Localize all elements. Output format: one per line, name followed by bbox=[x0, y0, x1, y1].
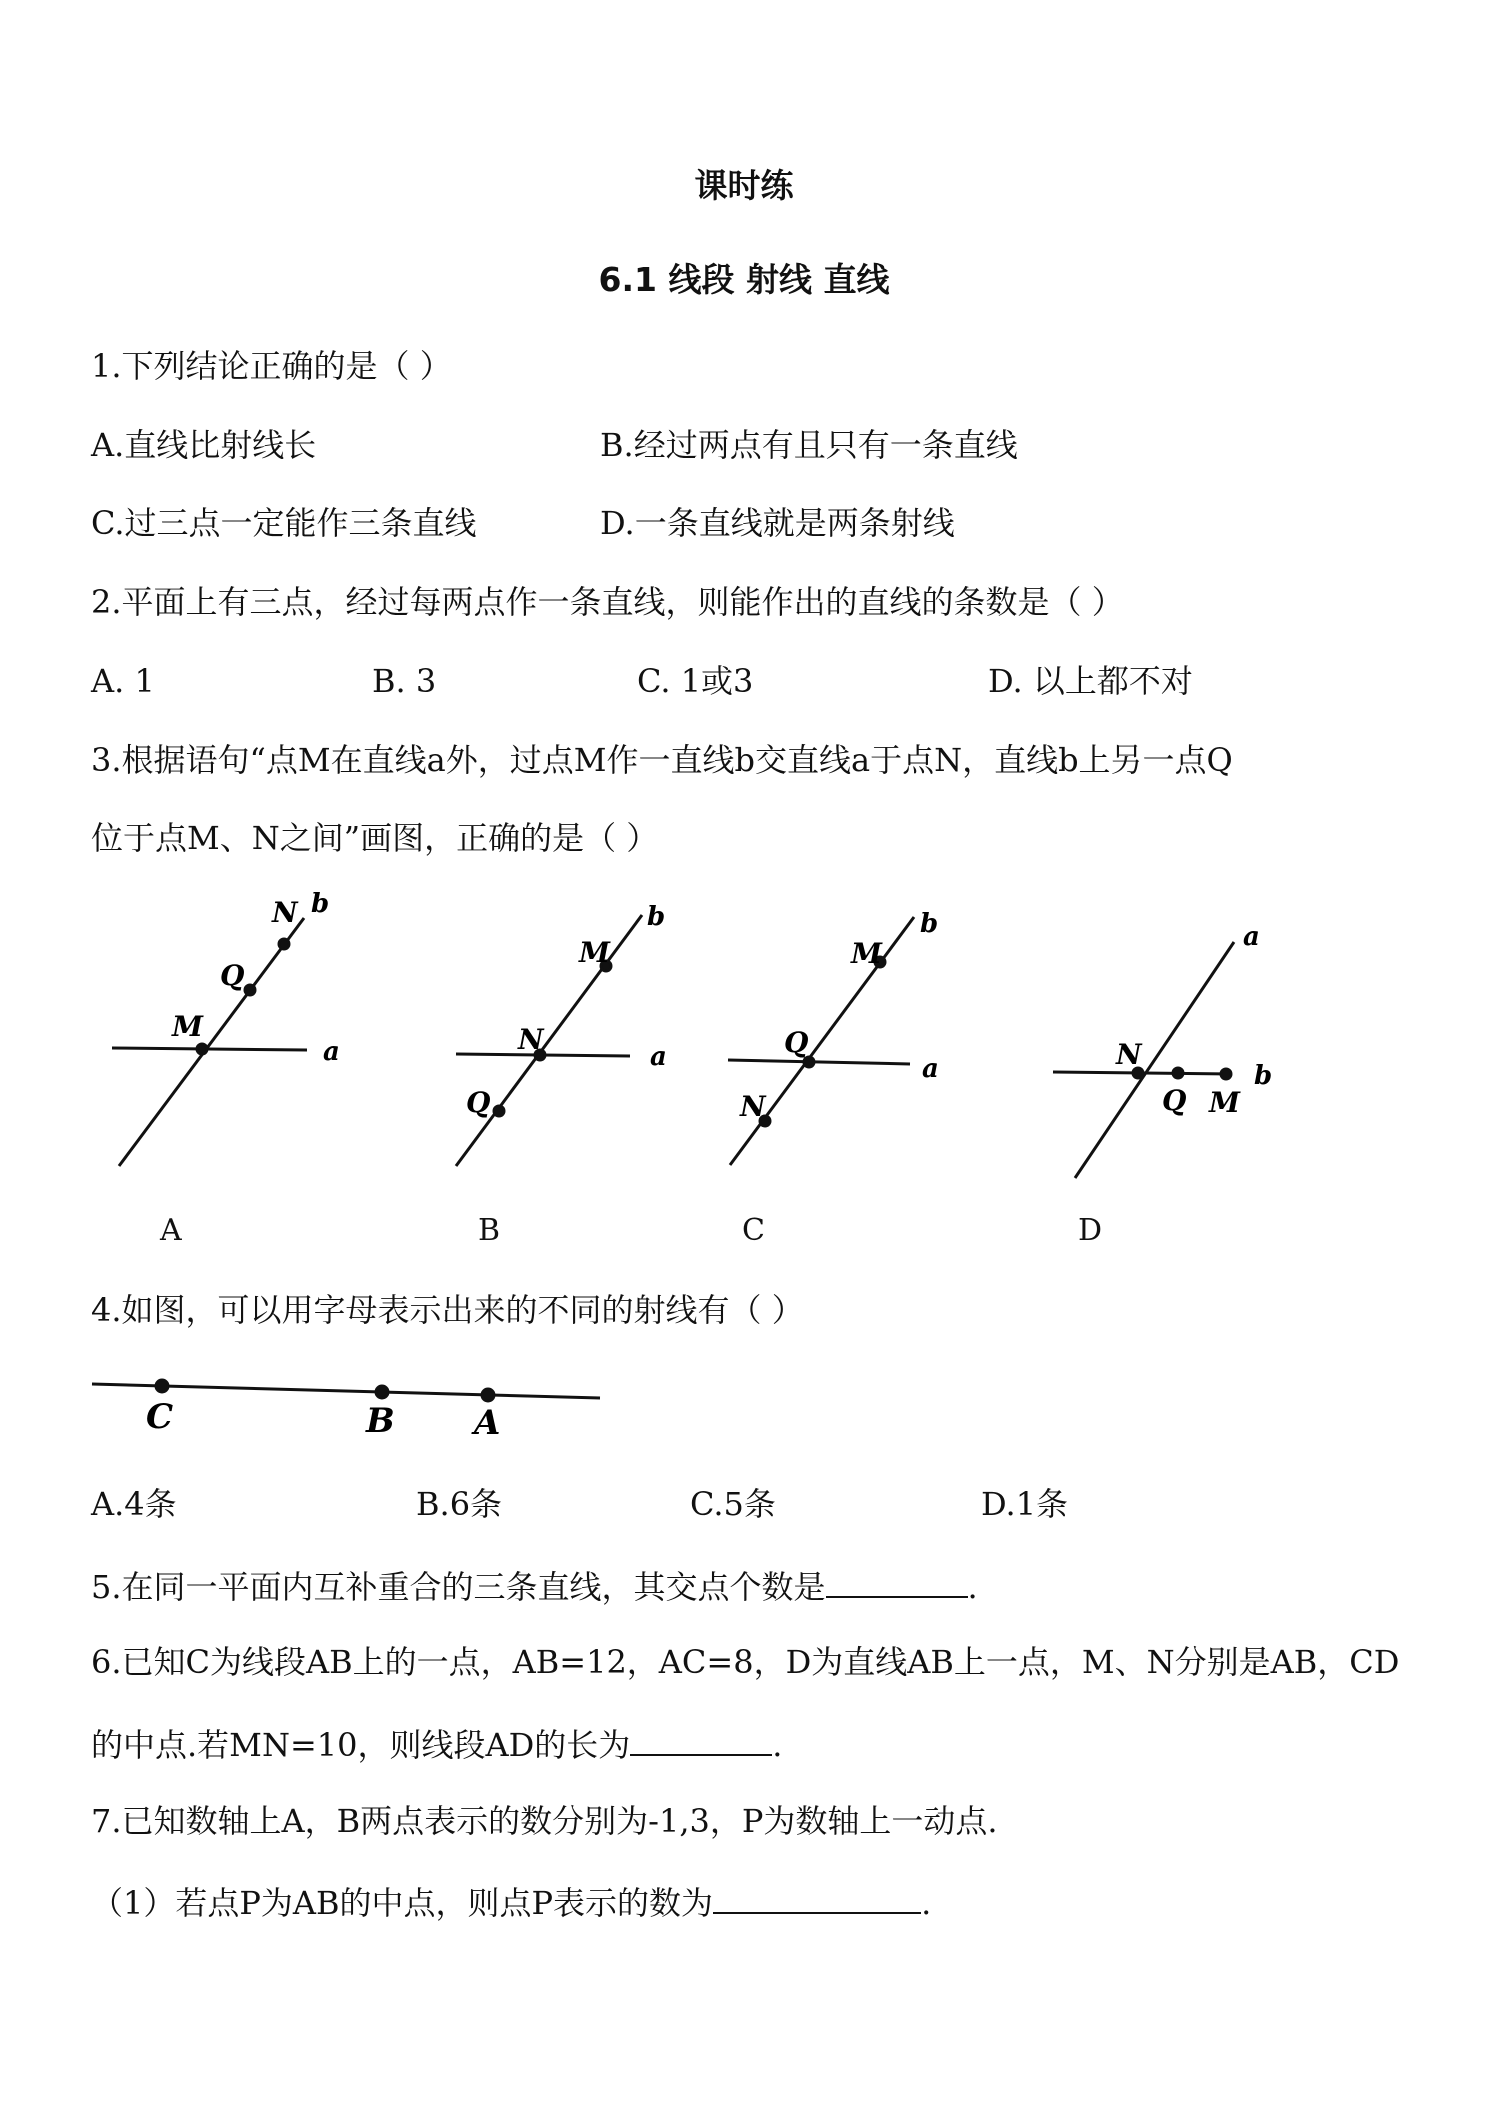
question-2-option-b: B. 3 bbox=[372, 662, 437, 700]
question-4-option-c: C.5条 bbox=[690, 1485, 776, 1523]
question-7-answer-blank[interactable] bbox=[713, 1880, 921, 1914]
question-1-option-a: A.直线比射线长 bbox=[91, 426, 317, 464]
figure-d-point-q bbox=[1173, 1068, 1183, 1078]
question-4-option-d: D.1条 bbox=[981, 1485, 1069, 1523]
question-4-option-b: B.6条 bbox=[416, 1485, 503, 1523]
question-5-answer-blank[interactable] bbox=[826, 1564, 968, 1598]
section-title: 6.1 线段 射线 直线 bbox=[598, 260, 890, 299]
figure-d-diagram bbox=[1053, 942, 1234, 1178]
ray-point-a bbox=[482, 1389, 494, 1401]
figure-c-caption: C bbox=[742, 1213, 765, 1248]
question-7-sub1: （1）若点P为AB的中点，则点P表示的数为 bbox=[91, 1884, 714, 1922]
figure-c-label-n: N bbox=[740, 1090, 766, 1123]
figure-a-label-b: b bbox=[311, 889, 330, 919]
question-3-stem-line1: 3.根据语句“点M在直线a外，过点M作一直线b交直线a于点N，直线b上另一点Q bbox=[91, 741, 1233, 779]
figure-c-label-q: Q bbox=[784, 1026, 809, 1059]
question-7-part-1 bbox=[91, 1880, 931, 1922]
ray-label-b: B bbox=[366, 1401, 395, 1441]
question-4-figure bbox=[0, 1360, 1488, 1470]
question-5 bbox=[91, 1564, 978, 1606]
question-2-stem: 2.平面上有三点，经过每两点作一条直线，则能作出的直线的条数是（ ） bbox=[91, 583, 1124, 621]
question-3-figures bbox=[0, 880, 1488, 1210]
question-6 bbox=[91, 1722, 782, 1764]
figure-d-label-a: a bbox=[1243, 922, 1260, 952]
figure-a-point-n bbox=[279, 939, 289, 949]
ray-point-b bbox=[376, 1386, 388, 1398]
figure-d-label-m: M bbox=[1209, 1086, 1240, 1119]
figure-c-label-b: b bbox=[920, 909, 939, 939]
figure-c-label-a: a bbox=[922, 1054, 939, 1084]
figure-b-label-m: M bbox=[579, 936, 610, 969]
question-2-option-d: D. 以上都不对 bbox=[988, 662, 1193, 700]
figure-b-label-b: b bbox=[647, 902, 666, 932]
question-4-option-a: A.4条 bbox=[91, 1485, 177, 1523]
question-2-option-a: A. 1 bbox=[91, 662, 155, 700]
ray-point-c bbox=[156, 1380, 168, 1392]
ray-label-a: A bbox=[474, 1403, 501, 1443]
question-6-end: . bbox=[772, 1726, 783, 1764]
figure-b-point-q bbox=[494, 1106, 504, 1116]
question-1-stem: 1.下列结论正确的是（ ） bbox=[91, 347, 452, 385]
ray-label-c: C bbox=[146, 1397, 174, 1437]
question-1-option-b: B.经过两点有且只有一条直线 bbox=[600, 426, 1018, 464]
figure-a-label-m: M bbox=[172, 1010, 203, 1043]
question-3-stem-line2: 位于点M、N之间”画图，正确的是（ ） bbox=[91, 819, 659, 857]
figure-d-label-b: b bbox=[1254, 1061, 1273, 1091]
figure-d-label-n: N bbox=[1116, 1038, 1142, 1071]
question-6-answer-blank[interactable] bbox=[630, 1722, 772, 1756]
figure-b-diagram bbox=[456, 915, 642, 1166]
figure-b-label-a: a bbox=[650, 1042, 667, 1072]
question-1-option-c: C.过三点一定能作三条直线 bbox=[91, 504, 477, 542]
figure-d-label-q: Q bbox=[1162, 1084, 1187, 1117]
figure-c-diagram bbox=[728, 917, 914, 1165]
figure-d-caption: D bbox=[1078, 1213, 1103, 1248]
figure-a-caption: A bbox=[160, 1213, 182, 1248]
figure-d-point-m bbox=[1221, 1069, 1231, 1079]
page-title: 课时练 bbox=[694, 166, 794, 205]
figure-b-label-q: Q bbox=[466, 1086, 491, 1119]
question-7-stem: 7.已知数轴上A，B两点表示的数分别为-1,3，P为数轴上一动点. bbox=[91, 1802, 998, 1840]
figure-a-point-m bbox=[197, 1044, 207, 1054]
question-6-stem-line2: 的中点.若MN=10，则线段AD的长为 bbox=[91, 1726, 631, 1764]
figure-a-diagram bbox=[112, 918, 307, 1166]
figure-b-label-n: N bbox=[518, 1023, 544, 1056]
question-5-end: . bbox=[967, 1568, 978, 1606]
figure-a-label-q: Q bbox=[220, 959, 245, 992]
figure-a-point-q bbox=[245, 985, 255, 995]
question-6-stem-line1: 6.已知C为线段AB上的一点，AB=12，AC=8，D为直线AB上一点，M、N分别是AB，CD bbox=[91, 1643, 1400, 1681]
figure-c-label-m: M bbox=[851, 937, 882, 970]
figure-b-caption: B bbox=[478, 1213, 501, 1248]
question-7-end: . bbox=[921, 1884, 932, 1922]
figure-a-label-a: a bbox=[323, 1037, 340, 1067]
question-1-option-d: D.一条直线就是两条射线 bbox=[600, 504, 955, 542]
question-4-stem: 4.如图，可以用字母表示出来的不同的射线有（ ） bbox=[91, 1291, 804, 1329]
question-2-option-c: C. 1或3 bbox=[637, 662, 754, 700]
question-5-stem: 5.在同一平面内互补重合的三条直线，其交点个数是 bbox=[91, 1568, 826, 1606]
figure-a-label-n: N bbox=[272, 896, 298, 929]
